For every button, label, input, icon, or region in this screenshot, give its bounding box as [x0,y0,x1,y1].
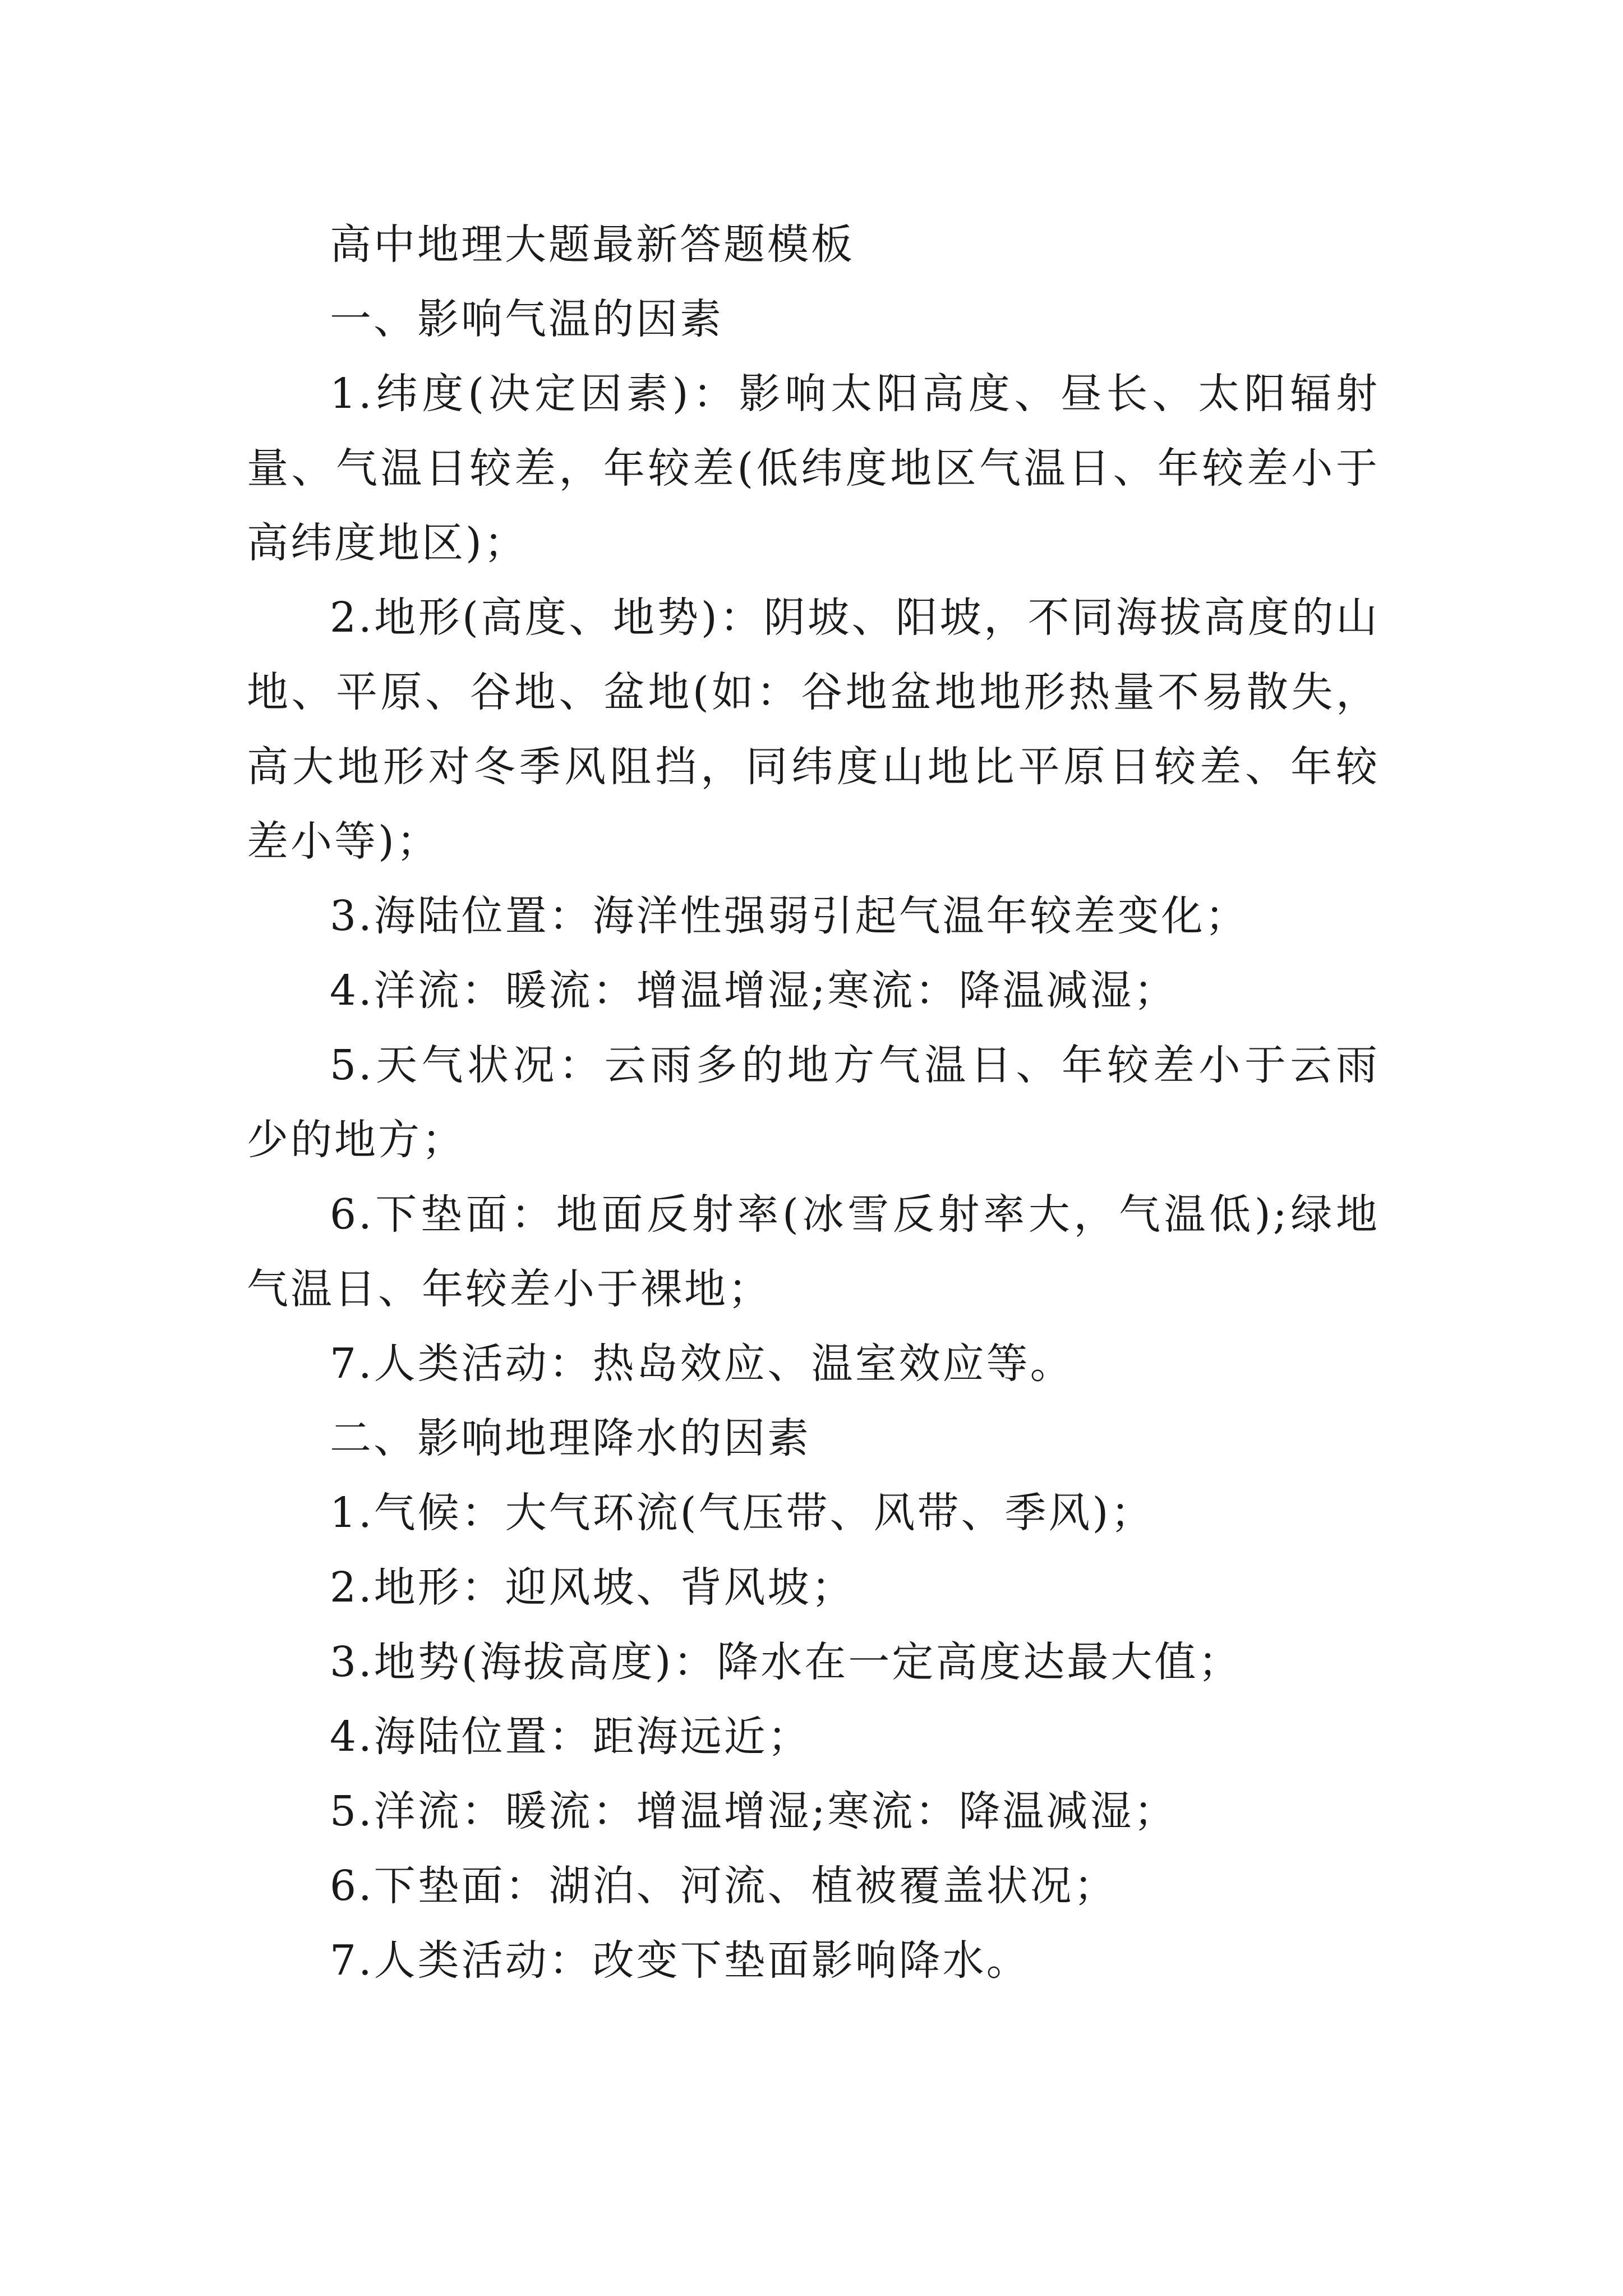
section-heading-precipitation: 二、影响地理降水的因素 [330,1414,811,1462]
document-body [247,208,1380,1998]
list-item: 5.洋流：暖流：增温增湿;寒流：降温减湿； [330,1787,1178,1835]
list-item: 2.地形(高度、地势)：阴坡、阳坡，不同海拔高度的山地、平原、谷地、盆地(如：谷地盆地地形热量不易散失，高大地形对冬季风阻挡，同纬度山地比平原日较差、年较差小等)； [247,593,1380,866]
list-item: 3.地势(海拔高度)：降水在一定高度达最大值； [330,1638,1242,1686]
list-item: 5.天气状况：云雨多的地方气温日、年较差小于云雨少的地方； [247,1041,1380,1164]
section-heading-temperature: 一、影响气温的因素 [330,295,723,343]
list-item: 7.人类活动：热岛效应、温室效应等。 [330,1340,1074,1388]
document-title: 高中地理大题最新答题模板 [330,220,855,269]
list-item: 6.下垫面：湖泊、河流、植被覆盖状况； [330,1862,1118,1910]
list-item: 2.地形：迎风坡、背风坡； [330,1563,855,1612]
list-item: 6.下垫面：地面反射率(冰雪反射率大，气温低);绿地气温日、年较差小于裸地； [247,1190,1380,1313]
list-item: 1.气候：大气环流(气压带、风带、季风)； [330,1489,1155,1537]
list-item: 4.海陆位置：距海远近； [330,1713,811,1761]
list-item: 4.洋流：暖流：增温增湿;寒流：降温减湿； [330,967,1178,1015]
list-item: 7.人类活动：改变下垫面影响降水。 [330,1936,1030,1985]
list-item: 1.纬度(决定因素)：影响太阳高度、昼长、太阳辐射量、气温日较差，年较差(低纬度地区气温日、年较差小于高纬度地区)； [247,370,1380,567]
list-item: 3.海陆位置：海洋性强弱引起气温年较差变化； [330,892,1249,940]
